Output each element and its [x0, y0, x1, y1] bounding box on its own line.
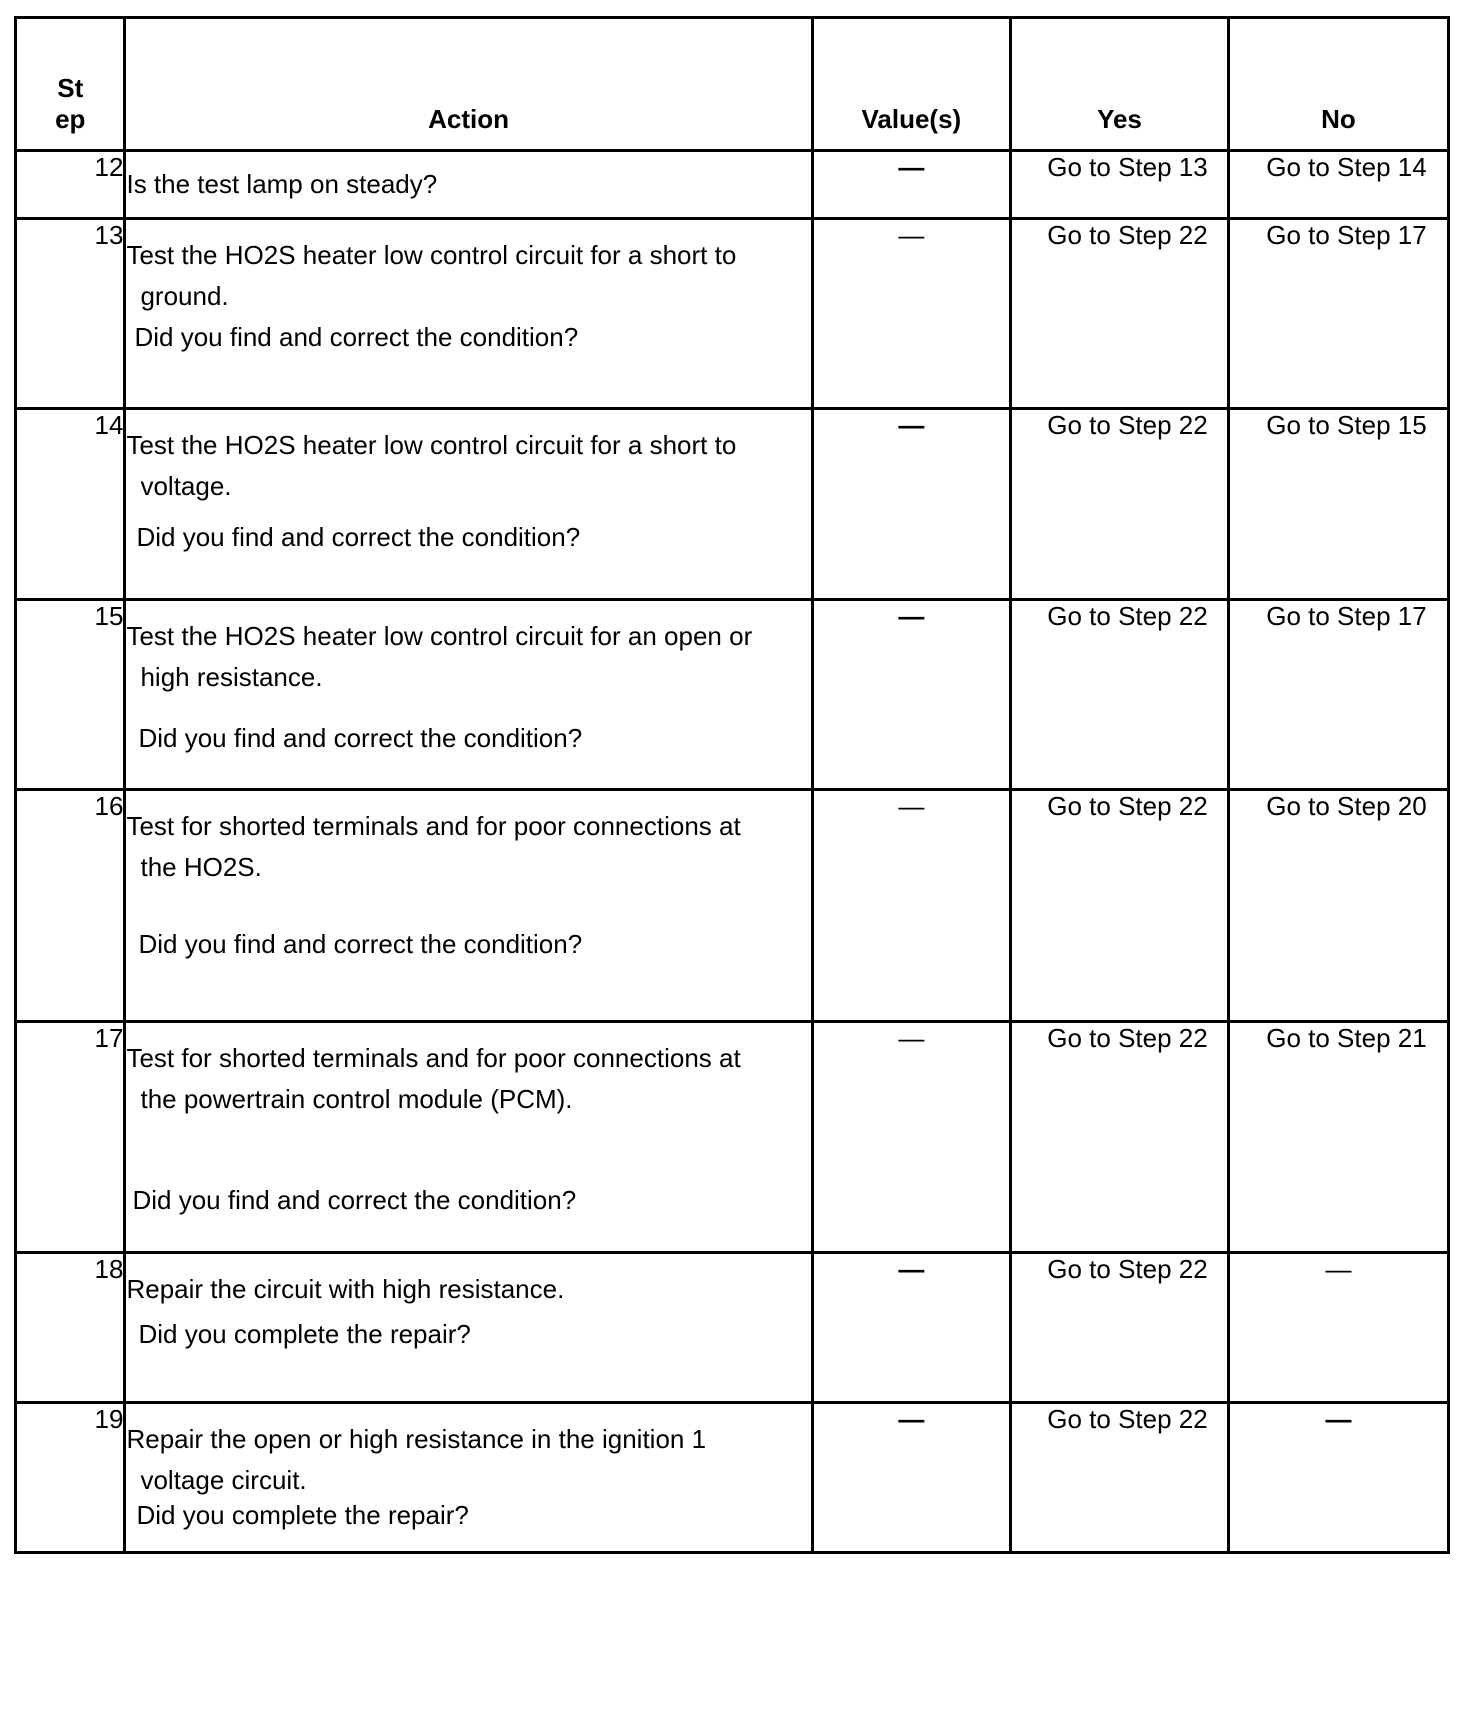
yes-goto: Go to Step 22: [1047, 220, 1208, 250]
no-cell: [1228, 1022, 1448, 1253]
header-no: No: [1228, 18, 1448, 151]
action-line: Did you find and correct the condition?: [138, 723, 583, 754]
no-dash: —: [1325, 1404, 1352, 1434]
step-number: 15: [16, 600, 125, 790]
action-line: Repair the open or high resistance in the ignition 1: [126, 1424, 707, 1454]
step-number: 12: [16, 151, 125, 219]
action-line: Did you complete the repair?: [136, 1500, 469, 1531]
value-dash: —: [898, 410, 925, 440]
action-cell: [125, 219, 812, 409]
value-cell: [812, 151, 1010, 219]
no-cell: [1228, 600, 1448, 790]
yes-cell: [1011, 219, 1229, 409]
value-cell: [812, 600, 1010, 790]
action-cell: [125, 1253, 812, 1403]
action-line: Did you find and correct the condition?: [136, 522, 581, 553]
action-cell: [125, 1403, 812, 1553]
yes-cell: [1011, 409, 1229, 600]
step-number: 16: [16, 790, 125, 1022]
value-dash: —: [898, 791, 925, 821]
action-cell: [125, 790, 812, 1022]
table-row: [16, 151, 1449, 219]
action-line: Test the HO2S heater low control circuit for an open or: [126, 621, 753, 651]
action-line: high resistance.: [140, 662, 323, 693]
header-values: Value(s): [812, 18, 1010, 151]
action-line: Did you find and correct the condition?: [138, 929, 583, 960]
step-number: 13: [16, 219, 125, 409]
no-goto: Go to Step 17: [1266, 220, 1427, 250]
action-line: ground.: [140, 281, 229, 312]
action-line: Did you complete the repair?: [138, 1319, 471, 1350]
yes-goto: Go to Step 13: [1047, 152, 1208, 182]
step-number: 17: [16, 1022, 125, 1253]
diagnostic-table: [14, 16, 1450, 1554]
header-step: [16, 18, 125, 151]
no-cell: [1228, 1253, 1448, 1403]
no-cell: [1228, 151, 1448, 219]
header-action: Action: [125, 18, 812, 151]
value-dash: —: [898, 1254, 925, 1284]
action-line: Did you find and correct the condition?: [134, 322, 579, 353]
yes-cell: [1011, 600, 1229, 790]
action-line: voltage.: [140, 471, 232, 502]
step-number: 19: [16, 1403, 125, 1553]
table-row: [16, 409, 1449, 600]
table-row: [16, 600, 1449, 790]
no-cell: [1228, 409, 1448, 600]
action-line: Test for shorted terminals and for poor connections at: [126, 1043, 741, 1073]
action-line: voltage circuit.: [140, 1465, 307, 1496]
action-line: Is the test lamp on steady?: [126, 168, 438, 199]
no-cell: [1228, 1403, 1448, 1553]
no-goto: Go to Step 17: [1266, 601, 1427, 631]
action-cell: [125, 600, 812, 790]
no-cell: [1228, 219, 1448, 409]
header-step-line1: St: [57, 72, 84, 103]
table-row: [16, 219, 1449, 409]
value-dash: —: [898, 1023, 925, 1053]
no-goto: Go to Step 15: [1266, 410, 1427, 440]
value-cell: [812, 1022, 1010, 1253]
value-cell: [812, 409, 1010, 600]
action-line: the HO2S.: [140, 852, 262, 883]
value-cell: [812, 219, 1010, 409]
no-dash: —: [1325, 1254, 1352, 1284]
action-cell: [125, 151, 812, 219]
action-cell: [125, 1022, 812, 1253]
yes-goto: Go to Step 22: [1047, 791, 1208, 821]
table-row: [16, 790, 1449, 1022]
header-row: [16, 18, 1449, 151]
yes-cell: [1011, 1022, 1229, 1253]
action-line: Did you find and correct the condition?: [132, 1185, 577, 1216]
no-goto: Go to Step 21: [1266, 1023, 1427, 1053]
step-number: 14: [16, 409, 125, 600]
header-yes: Yes: [1011, 18, 1229, 151]
step-number: 18: [16, 1253, 125, 1403]
yes-goto: Go to Step 22: [1047, 1023, 1208, 1053]
action-line: Test for shorted terminals and for poor connections at: [126, 811, 741, 841]
yes-goto: Go to Step 22: [1047, 601, 1208, 631]
yes-cell: [1011, 790, 1229, 1022]
yes-cell: [1011, 1403, 1229, 1553]
value-cell: [812, 790, 1010, 1022]
action-line: Test the HO2S heater low control circuit for a short to: [126, 240, 737, 270]
yes-goto: Go to Step 22: [1047, 410, 1208, 440]
no-cell: [1228, 790, 1448, 1022]
table-row: [16, 1403, 1449, 1553]
action-line: the powertrain control module (PCM).: [140, 1084, 573, 1115]
value-cell: [812, 1403, 1010, 1553]
no-goto: Go to Step 14: [1266, 152, 1427, 182]
value-dash: —: [898, 152, 925, 182]
no-goto: Go to Step 20: [1266, 791, 1427, 821]
table-row: [16, 1022, 1449, 1253]
action-line: Test the HO2S heater low control circuit for a short to: [126, 430, 737, 460]
yes-cell: [1011, 151, 1229, 219]
yes-cell: [1011, 1253, 1229, 1403]
action-cell: [125, 409, 812, 600]
header-step-line2: ep: [55, 103, 86, 134]
value-dash: —: [898, 601, 925, 631]
yes-goto: Go to Step 22: [1047, 1254, 1208, 1284]
value-dash: —: [898, 1404, 925, 1434]
yes-goto: Go to Step 22: [1047, 1404, 1208, 1434]
value-cell: [812, 1253, 1010, 1403]
table-row: [16, 1253, 1449, 1403]
value-dash: —: [898, 220, 925, 250]
action-line: Repair the circuit with high resistance.: [126, 1274, 565, 1304]
